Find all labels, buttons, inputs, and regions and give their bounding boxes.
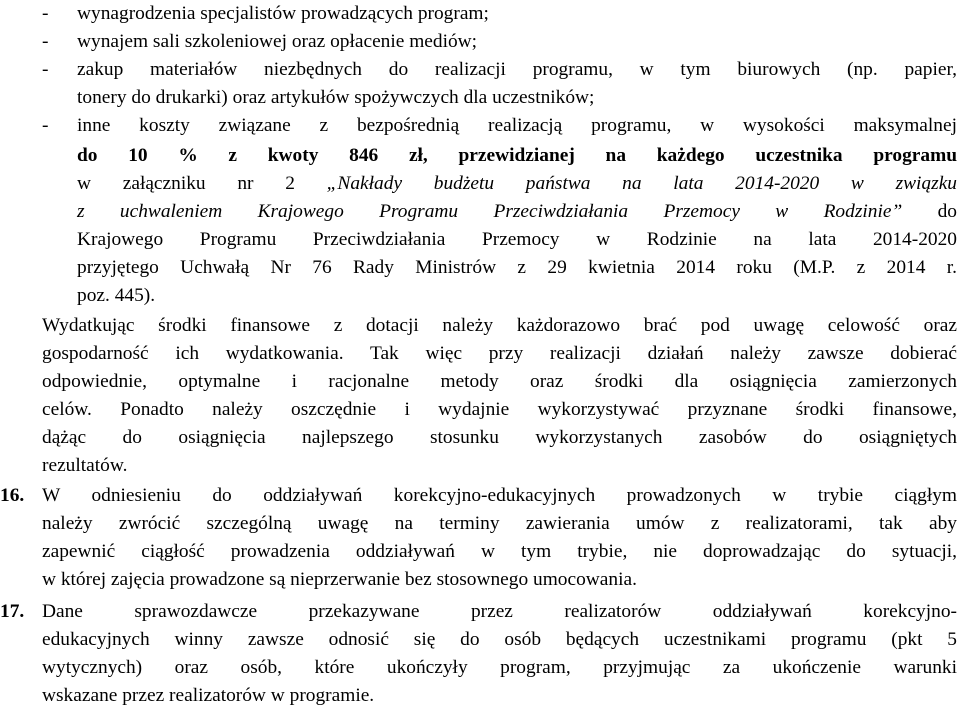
reference-plain: do (902, 201, 957, 222)
list-dash: - (42, 3, 49, 24)
point-text: w której zajęcia prowadzone są nieprzerwanie bez stosownego umocowania. (42, 569, 637, 590)
list-dash: - (42, 59, 49, 80)
paragraph-text: Wydatkując środki finansowe z dotacji należy każdorazowo brać pod uwagę celowość oraz (42, 315, 957, 336)
point-number: 17. (0, 601, 25, 622)
list-dash: - (42, 31, 49, 52)
reference-title: „Nakłady budżetu państwa na lata 2014-2020 w związku (326, 173, 957, 194)
reference-line (77, 170, 957, 198)
list-item-continuation (0, 226, 960, 254)
point-16-line (0, 538, 960, 566)
list-item-continuation (0, 170, 960, 198)
list-item-text: wynagrodzenia specjalistów prowadzących program; (77, 3, 489, 24)
list-dash: - (42, 115, 49, 136)
point-16-line (0, 510, 960, 538)
point-text: zapewnić ciągłość prowadzenia oddziaływań w tym trybie, nie doprowadzając do sytuacji, (42, 541, 957, 562)
paragraph-text: dążąc do osiągnięcia najlepszego stosunku wykorzystanych zasobów do osiągniętych (42, 427, 957, 448)
paragraph-line (0, 424, 960, 452)
list-item-continuation (0, 142, 960, 170)
paragraph-text: rezultatów. (42, 455, 128, 476)
list-item-text: tonery do drukarki) oraz artykułów spożywczych dla uczestników; (77, 87, 595, 108)
point-text: edukacyjnych winny zawsze odnosić się do osób będących uczestnikami programu (pkt 5 (42, 629, 957, 650)
reference-line: poz. 445). (77, 285, 156, 306)
cost-limit-text: do 10 % z kwoty 846 zł, przewidzianej na każdego uczestnika programu (77, 145, 957, 166)
paragraph-line (0, 340, 960, 368)
list-item-text: wynajem sali szkoleniowej oraz opłacenie mediów; (77, 31, 478, 52)
list-item (0, 28, 960, 56)
list-item-continuation (0, 254, 960, 282)
list-item-continuation (0, 198, 960, 226)
list-item (0, 56, 960, 84)
point-number: 16. (0, 485, 25, 506)
paragraph-line (0, 312, 960, 340)
paragraph-line (0, 368, 960, 396)
paragraph-text: gospodarność ich wydatkowania. Tak więc przy realizacji działań należy zawsze dobierać (42, 343, 957, 364)
numbered-point-17 (0, 598, 960, 626)
list-item-continuation (0, 84, 960, 112)
paragraph-text: odpowiednie, optymalne i racjonalne metody oraz środki dla osiągnięcia zamierzonych (42, 371, 957, 392)
point-text: należy zwrócić szczególną uwagę na terminy zawierania umów z realizatorami, tak aby (42, 513, 957, 534)
list-item-text: zakup materiałów niezbędnych do realizacji programu, w tym biurowych (np. papier, (77, 59, 957, 80)
paragraph-line (0, 452, 960, 480)
reference-title: z uchwaleniem Krajowego Programu Przeciwdziałania Przemocy w Rodzinie” (77, 201, 903, 222)
point-17-line (0, 682, 960, 710)
list-item (0, 112, 960, 140)
point-text: W odniesieniu do oddziaływań korekcyjno-edukacyjnych prowadzonych w trybie ciągłym (42, 485, 957, 506)
point-17-line (0, 654, 960, 682)
list-item-continuation (0, 282, 960, 310)
paragraph-line (0, 396, 960, 424)
reference-line: Krajowego Programu Przeciwdziałania Przemocy w Rodzinie na lata 2014-2020 (77, 229, 957, 250)
paragraph-text: celów. Ponadto należy oszczędnie i wydajnie wykorzystywać przyznane środki finansowe, (42, 399, 957, 420)
numbered-point-16 (0, 482, 960, 510)
point-16-line (0, 566, 960, 594)
point-17-line (0, 626, 960, 654)
reference-line: przyjętego Uchwałą Nr 76 Rady Ministrów z 29 kwietnia 2014 roku (M.P. z 2014 r. (77, 257, 957, 278)
point-text: wytycznych) oraz osób, które ukończyły program, przyjmując za ukończenie warunki (42, 657, 957, 678)
point-text: wskazane przez realizatorów w programie. (42, 685, 375, 706)
point-text: Dane sprawozdawcze przekazywane przez realizatorów oddziaływań korekcyjno- (42, 601, 957, 622)
reference-line (77, 198, 957, 226)
list-item-text: inne koszty związane z bezpośrednią realizacją programu, w wysokości maksymalnej (77, 115, 957, 136)
list-item (0, 0, 960, 28)
reference-plain: w załączniku nr 2 (77, 173, 327, 194)
